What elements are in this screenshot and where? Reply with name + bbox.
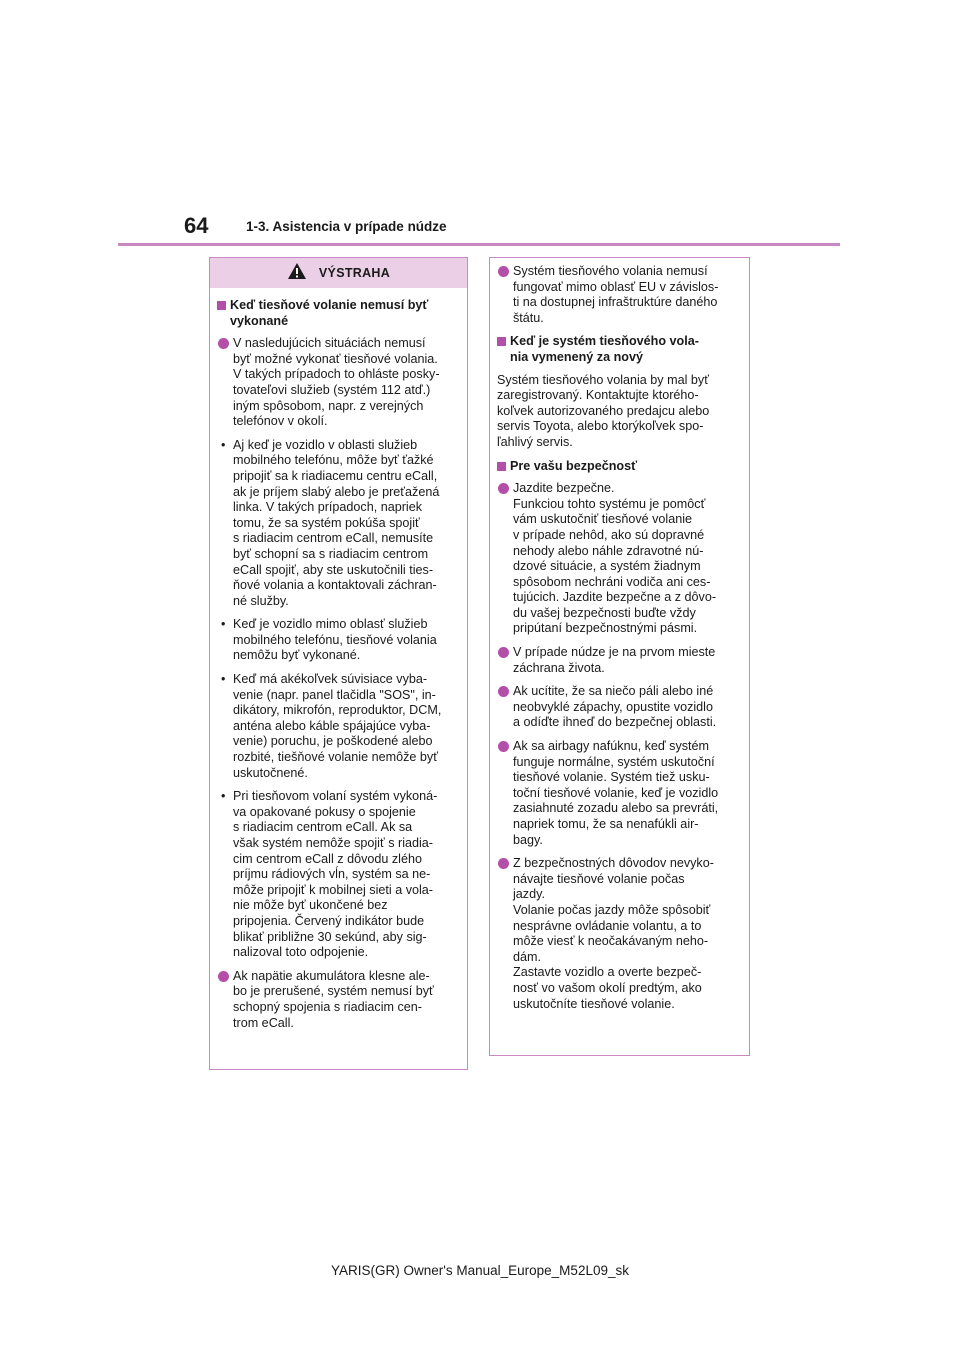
- dot-marker-icon: •: [221, 437, 226, 452]
- circle-bullet-icon: [498, 686, 509, 697]
- circle-bullet-icon: [498, 647, 509, 658]
- header-divider: [118, 243, 840, 246]
- list-item: [217, 336, 460, 430]
- sub-item-text: Aj keď je vozidlo v oblasti služieb mobilného telefónu, môže byť ťažké pripojiť sa k riadiacemu centru eCall, ak je príjem slabý alebo je preťažená linka. V takých prípadoch, napriek tomu, že sa systém pokúša spojiť s riadiacim centrom eCall, nemusíte byť schopní sa s riadiacim centrom eCall spojiť, aby ste uskutočnili ties- ňové volania a kontaktovali záchran- né služby.: [233, 437, 440, 608]
- warning-title: VÝSTRAHA: [318, 266, 391, 280]
- circle-bullet-icon: [218, 338, 229, 349]
- section-heading: [497, 334, 742, 365]
- bullet-text: Ak ucítite, že sa niečo páli alebo iné neobvyklé zápachy, opustite vozidlo a odíďte ihneď do bezpečnej oblasti.: [513, 684, 717, 730]
- section-title: 1-3. Asistencia v prípade núdze: [246, 219, 447, 234]
- bullet-text: V prípade núdze je na prvom mieste záchrana života.: [513, 645, 716, 675]
- list-item: [497, 264, 742, 326]
- footer-text: YARIS(GR) Owner's Manual_Europe_M52L09_sk: [331, 1263, 629, 1278]
- section-heading: [217, 298, 460, 329]
- warning-content: [210, 288, 467, 1031]
- sub-item-text: Pri tiesňovom volaní systém vykoná- va opakované pokusy o spojenie s riadiacim centrom eCall. Ak sa však systém nemôže spojiť s riadia- cim centrom eCall z dôvodu zlého príjmu rádiových vĺn, systém sa ne- môže pripojiť k mobilnej sieti a vola- nie môže byť ukončené bez pripojenia. Červený indikátor bude blikať približne 30 sekúnd, aby sig- nalizoval toto odpojenie.: [233, 789, 438, 960]
- list-item: [497, 645, 742, 676]
- warning-header: [210, 258, 467, 288]
- dot-marker-icon: •: [221, 617, 226, 632]
- warning-triangle-icon: [287, 262, 307, 285]
- section-heading: [497, 459, 742, 475]
- list-item: [497, 684, 742, 731]
- sub-list-item: [217, 438, 460, 610]
- square-bullet-icon: [217, 301, 226, 310]
- list-item: [217, 969, 460, 1031]
- sub-list-item: [217, 789, 460, 961]
- bullet-text: V nasledujúcich situáciách nemusí byť možné vykonať tiesňové volania. V takých prípadoch to ohláste posky- tovateľovi služieb (systém 112 atď.) iným spôsobom, napr. z verejných telefónov v okolí.: [233, 336, 440, 429]
- square-bullet-icon: [497, 462, 506, 471]
- square-bullet-icon: [497, 337, 506, 346]
- paragraph: Systém tiesňového volania by mal byť zaregistrovaný. Kontaktujte ktorého- koľvek autorizovaného predajcu alebo servis Toyota, alebo ktorýkoľvek spo- ľahlivý servis.: [497, 372, 710, 449]
- warning-box-continued: [489, 257, 750, 1056]
- list-item: [497, 739, 742, 848]
- sub-list-item: [217, 672, 460, 781]
- dot-marker-icon: •: [221, 672, 226, 687]
- sub-item-text: Keď má akékoľvek súvisiace vyba- venie (napr. panel tlačidla "SOS", in- dikátory, mikrofón, reproduktor, DCM, anténa alebo káble spájajúce vyba- venie) poruchu, je poškodené alebo rozbité, tiešňové volanie nemôže byť uskutočnené.: [233, 672, 442, 780]
- bullet-text: Ak napätie akumulátora klesne ale- bo je prerušené, systém nemusí byť schopný spojenia s riadiacim cen- trom eCall.: [233, 968, 434, 1030]
- bullet-text: Jazdite bezpečne. Funkciou tohto systému je pomôcť vám uskutočniť tiesňové volanie v prípade nehôd, ako sú dopravné nehody alebo náhle zdravotné nú- dzové situácie, a systém žiadnym spôsobom nechráni vodiča ani ces- tujúcich. Jazdite bezpečne a z dôvo- du vašej bezpečnosti buďte vždy pripútaní bezpečnostnými pásmi.: [513, 481, 717, 636]
- circle-bullet-icon: [218, 971, 229, 982]
- sub-list-item: [217, 617, 460, 664]
- list-item: [497, 481, 742, 637]
- circle-bullet-icon: [498, 483, 509, 494]
- sub-item-text: Keď je vozidlo mimo oblasť služieb mobilného telefónu, tiesňové volania nemôžu byť vykonané.: [233, 617, 437, 663]
- bullet-text: Systém tiesňového volania nemusí fungovať mimo oblasť EU v závislos- ti na dostupnej infraštruktúre daného štátu.: [513, 264, 719, 325]
- heading-text: Keď tiesňové volanie nemusí byť vykonané: [230, 298, 429, 328]
- circle-bullet-icon: [498, 266, 509, 277]
- heading-text: Keď je systém tiesňového vola- nia vymenený za nový: [510, 334, 699, 364]
- list-item: [497, 856, 742, 1012]
- circle-bullet-icon: [498, 741, 509, 752]
- page-number: 64: [184, 213, 209, 238]
- warning-content-continued: [490, 258, 749, 1012]
- circle-bullet-icon: [498, 858, 509, 869]
- bullet-text: Ak sa airbagy nafúknu, keď systém funguje normálne, systém uskutoční tiesňové volanie. Systém tiež usku- toční tiesňové volanie, keď je vozidlo zasiahnuté zozadu alebo sa prevráti, napriek tomu, že sa nenafúkli air- bagy.: [513, 739, 719, 847]
- warning-box: [209, 257, 468, 1070]
- heading-text: Pre vašu bezpečnosť: [510, 458, 638, 473]
- dot-marker-icon: •: [221, 789, 226, 804]
- bullet-text: Z bezpečnostných dôvodov nevyko- návajte tiesňové volanie počas jazdy. Volanie počas jazdy môže spôsobiť nesprávne ovládanie volantu, a to môže viesť k neočakávaným neho- dám. Zastavte vozidlo a overte bezpeč- nosť vo vašom okolí predtým, ako uskutočníte tiesňové volanie.: [513, 856, 714, 1011]
